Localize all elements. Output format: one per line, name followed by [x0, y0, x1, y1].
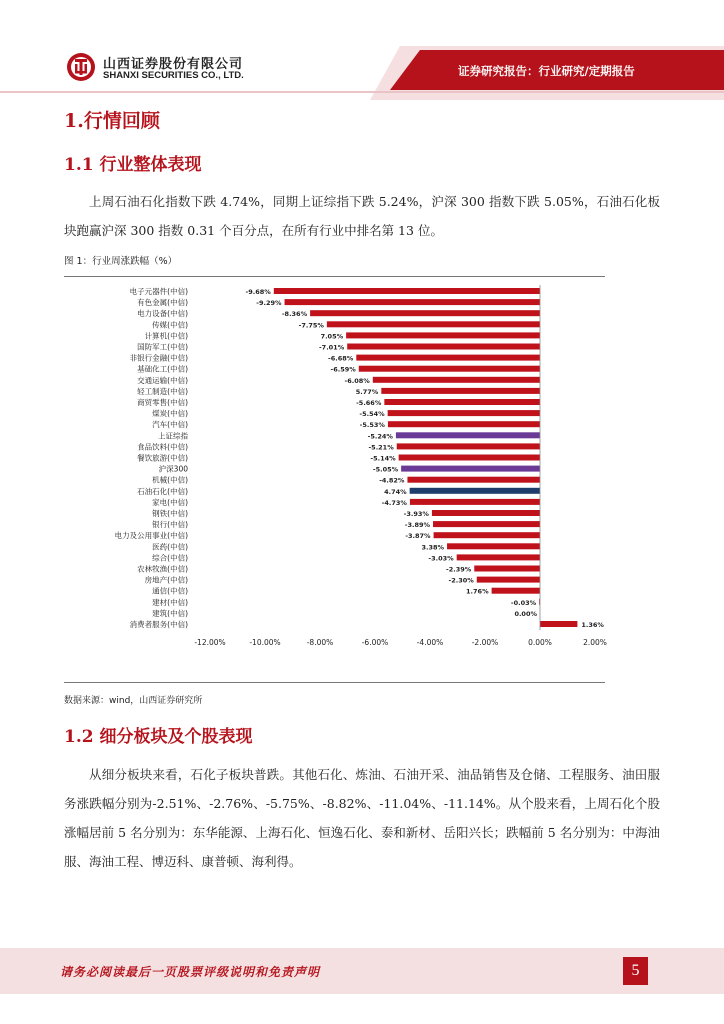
chart-value-label: -0.03% [510, 598, 537, 607]
chart-value-label: -3.03% [428, 554, 454, 563]
chart-category-label: 餐饮旅游(中信) [137, 453, 188, 463]
chart-value-label: -5.14% [370, 454, 396, 463]
chart-bar [384, 399, 540, 405]
chart-category-label: 通信(中信) [152, 586, 188, 596]
chart-tick-label: -2.00% [471, 638, 499, 647]
chart-bar [407, 477, 540, 483]
chart-category-label: 轻工制造(中信) [137, 386, 188, 396]
chart-value-label: -5.05% [372, 465, 399, 474]
industry-performance-paragraph: 上周石油石化指数下跌 4.74%，同期上证综指下跌 5.24%，沪深 300 指数下跌 5.05%，石油石化板块跑赢沪深 300 指数 0.31 个百分点，在所有行业中排名第 13 位。 [64, 194, 660, 238]
section-heading-subsector-performance: 1.2 细分板块及个股表现 [64, 727, 253, 747]
chart-category-label: 汽车(中信) [152, 420, 188, 430]
chart-category-label: 电力设备(中信) [137, 309, 188, 319]
chart-bar [356, 355, 540, 361]
chart-tick-label: 2.00% [583, 638, 607, 647]
chart-value-label: -2.30% [448, 576, 474, 585]
chart-value-label: -6.08% [344, 376, 370, 385]
chart-value-label: -4.82% [379, 476, 405, 485]
chart-bar [447, 543, 540, 549]
chart-value-label: 3.38% [421, 543, 445, 552]
chart-bar [433, 521, 540, 527]
chart-bar [410, 488, 540, 494]
figure-bottom-rule [64, 682, 605, 683]
chart-category-label: 钢铁(中信) [152, 509, 188, 518]
chart-bar [285, 299, 540, 305]
chart-value-label: 4.74% [384, 487, 407, 496]
chart-category-label: 农林牧渔(中信) [137, 564, 188, 574]
company-name-en: SHANXI SECURITIES CO., LTD. [103, 70, 244, 81]
chart-value-label: -5.24% [367, 432, 393, 441]
chart-value-label: -7.75% [298, 321, 324, 330]
chart-category-label: 石油石化(中信) [137, 486, 188, 496]
chart-value-label: -2.39% [446, 565, 472, 574]
chart-category-label: 家电(中信) [152, 497, 188, 507]
chart-value-label: -6.68% [328, 354, 354, 363]
chart-tick-label: -12.00% [194, 638, 226, 647]
chart-bar [396, 432, 540, 438]
chart-bar [457, 554, 540, 560]
chart-category-label: 沪深300 [158, 464, 188, 474]
chart-bar [388, 421, 540, 427]
figure-title: 图 1：行业周涨跌幅（%） [64, 256, 178, 267]
chart-tick-label: 0.00% [528, 638, 552, 647]
chart-value-label: -8.36% [281, 310, 308, 319]
chart-bar [373, 377, 540, 383]
section-heading-industry-performance: 1.1 行业整体表现 [64, 155, 202, 175]
chart-value-label: -5.54% [359, 410, 385, 419]
chart-value-label: 1.76% [466, 587, 489, 596]
chart-tick-label: -8.00% [306, 638, 334, 647]
chart-category-label: 机械(中信) [152, 475, 188, 485]
chart-value-label: -6.59% [330, 365, 356, 374]
chart-category-label: 传媒(中信) [152, 320, 188, 330]
chart-value-label: -4.73% [381, 498, 407, 507]
company-name-cn: 山西证券股份有限公司 [103, 57, 244, 72]
chart-bar [432, 510, 540, 516]
chart-value-label: -3.93% [403, 510, 429, 518]
chart-value-label: -5.53% [359, 421, 385, 430]
chart-bar [477, 577, 540, 583]
chart-bar [346, 332, 540, 338]
chart-category-label: 煤炭(中信) [152, 409, 188, 419]
chart-bar [474, 566, 540, 572]
chart-bar [410, 499, 540, 505]
chart-category-label: 综合(中信) [152, 553, 188, 563]
chart-category-label: 电力及公用事业(中信) [114, 531, 188, 541]
report-type-label: 证券研究报告：行业研究/定期报告 [458, 64, 635, 78]
chart-bar [434, 532, 540, 538]
chart-bar [310, 310, 540, 316]
chart-category-label: 银行(中信) [152, 520, 188, 530]
chart-category-label: 电子元器件(中信) [129, 287, 188, 296]
chart-category-label: 有色金属(中信) [137, 298, 188, 308]
chart-value-label: 5.77% [355, 387, 379, 396]
chart-value-label: -9.29% [256, 299, 282, 308]
chart-value-label: -5.66% [356, 399, 382, 407]
chart-value-label: -3.89% [404, 521, 431, 530]
chart-bar [492, 588, 540, 594]
chart-bar [327, 321, 540, 327]
section-heading-market-review: 1.行情回顾 [64, 110, 160, 132]
chart-bar [399, 455, 540, 461]
chart-bar [381, 388, 540, 394]
chart-bar [540, 621, 577, 627]
chart-bar [388, 410, 540, 416]
chart-category-label: 房地产(中信) [144, 575, 188, 585]
chart-category-label: 国防军工(中信) [137, 342, 188, 352]
chart-tick-label: -4.00% [416, 638, 444, 647]
chart-tick-label: -10.00% [249, 638, 281, 647]
chart-category-label: 计算机(中信) [144, 331, 188, 341]
chart-category-label: 交通运输(中信) [137, 375, 188, 385]
chart-category-label: 消费者服务(中信) [129, 620, 188, 629]
chart-bar [397, 443, 540, 449]
chart-category-label: 建筑(中信) [152, 608, 188, 618]
chart-category-label: 医药(中信) [152, 542, 188, 552]
chart-category-label: 非银行金融(中信) [129, 353, 188, 363]
page-number: 5 [623, 957, 648, 985]
chart-value-label: -5.21% [368, 443, 394, 452]
chart-bar [347, 344, 540, 350]
chart-tick-label: -6.00% [361, 638, 389, 647]
chart-bar [401, 466, 540, 472]
figure-source: 数据来源：wind，山西证券研究所 [64, 696, 203, 706]
chart-value-label: -7.01% [318, 343, 345, 352]
chart-category-label: 商贸零售(中信) [137, 398, 188, 407]
chart-bar [359, 366, 540, 372]
chart-category-label: 建材(中信) [152, 597, 188, 607]
chart-value-label: 1.36% [581, 621, 604, 629]
chart-category-label: 食品饮料(中信) [137, 442, 188, 452]
chart-bar [274, 288, 540, 294]
chart-category-label: 上证综指 [158, 431, 188, 441]
chart-value-label: 7.05% [320, 332, 344, 341]
chart-value-label: 0.00% [514, 609, 537, 618]
chart-value-label: -9.68% [245, 288, 271, 296]
subsector-performance-paragraph: 从细分板块来看，石化子板块普跌。其他石化、炼油、石油开采、油品销售及仓储、工程服务、油田服务涨跌幅分别为-2.51%、-2.76%、-5.75%、-8.82%、-11.04%、-11.14%。从个股来看，上周石化个股涨幅居前 5 名分别为：东华能源、上海石化、恒逸石化、泰和新材、岳阳兴长；跌幅前 5 名分别为：中海油服、海油工程、博迈科、康普顿、海利得。 [64, 767, 660, 869]
chart-value-label: -3.87% [405, 532, 431, 541]
footer-disclaimer: 请务必阅读最后一页股票评级说明和免责声明 [60, 965, 321, 979]
chart-category-label: 基础化工(中信) [137, 364, 188, 374]
